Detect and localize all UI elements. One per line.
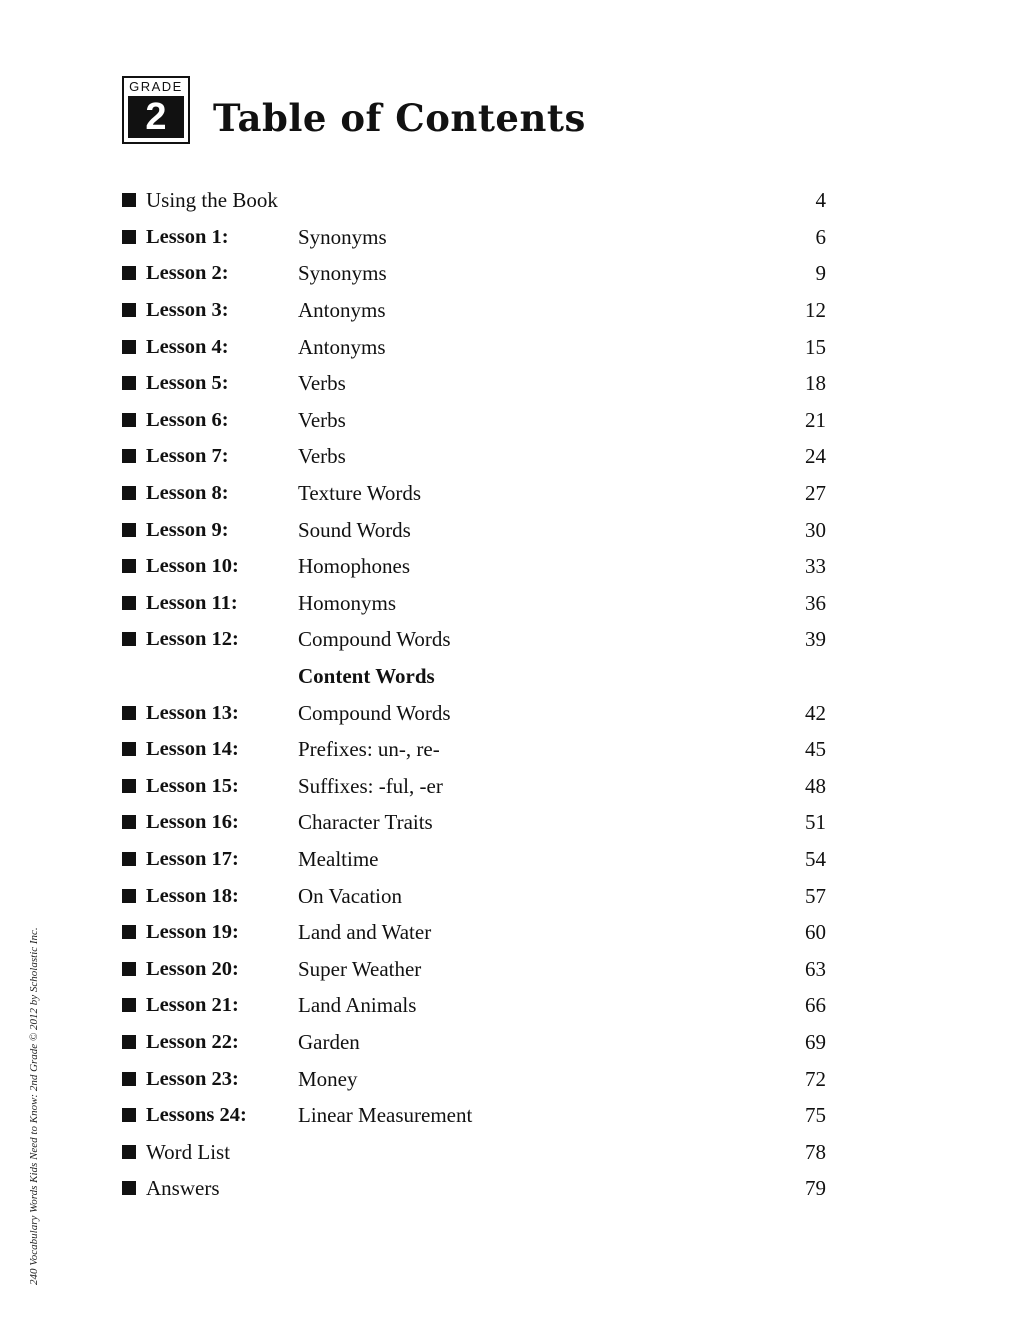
- bullet-square-icon: [122, 230, 136, 244]
- toc-entry-lesson-14[interactable]: [122, 731, 826, 768]
- lesson-label: Lesson 16:: [146, 811, 239, 834]
- dot-leader: [482, 1102, 798, 1128]
- lesson-label: Lesson 5:: [146, 372, 229, 395]
- lesson-label: Lesson 20:: [146, 957, 239, 980]
- lesson-label: Lesson 21:: [146, 994, 239, 1017]
- lesson-label: Lesson 3:: [146, 299, 229, 322]
- dot-leader: [461, 700, 798, 726]
- lesson-title: Texture Words: [298, 481, 422, 506]
- toc-entry-lesson-8[interactable]: [122, 475, 826, 512]
- lesson-title: Linear Measurement: [298, 1103, 473, 1128]
- toc-entry-lesson-24[interactable]: [122, 1097, 826, 1134]
- page-number: 18: [805, 371, 826, 396]
- toc-entry-lesson-2[interactable]: [122, 255, 826, 292]
- dot-leader: [441, 919, 798, 945]
- bullet-square-icon: [122, 266, 136, 280]
- lesson-title: Money: [298, 1066, 358, 1091]
- lesson-title: Super Weather: [298, 956, 422, 981]
- page-number: 78: [805, 1139, 826, 1164]
- bullet-square-icon: [122, 1181, 136, 1195]
- lesson-title: Suffixes: -ful, -er: [298, 773, 443, 798]
- dot-leader: [302, 1139, 798, 1165]
- toc-entry-lesson-10[interactable]: [122, 548, 826, 585]
- lesson-label: Lesson 14:: [146, 738, 239, 761]
- toc-entry-lesson-5[interactable]: [122, 365, 826, 402]
- bullet-square-icon: [122, 815, 136, 829]
- dot-leader: [453, 773, 798, 799]
- lesson-title: Prefixes: un-, re-: [298, 737, 440, 762]
- toc-entry-lesson-15[interactable]: [122, 768, 826, 805]
- page-number: 30: [805, 517, 826, 542]
- lesson-title: Character Traits: [298, 810, 433, 835]
- grade-word: GRADE: [129, 79, 183, 94]
- bullet-square-icon: [122, 449, 136, 463]
- lesson-title: Verbs: [298, 371, 346, 396]
- bullet-square-icon: [122, 413, 136, 427]
- lesson-label: Lesson 23:: [146, 1067, 239, 1090]
- page-title: Table of Contents: [213, 96, 586, 140]
- page-number: 72: [805, 1066, 826, 1091]
- page-number: 12: [805, 298, 826, 323]
- bullet-square-icon: [122, 632, 136, 646]
- lesson-label: Lesson 8:: [146, 482, 229, 505]
- toc-entry-lesson-22[interactable]: [122, 1024, 826, 1061]
- bullet-square-icon: [122, 559, 136, 573]
- page-number: 24: [805, 444, 826, 469]
- page-number: 63: [805, 956, 826, 981]
- bullet-square-icon: [122, 376, 136, 390]
- lesson-label: Lesson 2:: [146, 262, 229, 285]
- entry-label: Using the Book: [146, 188, 278, 213]
- toc-entry-word-list[interactable]: [122, 1133, 826, 1170]
- toc-entry-lesson-16[interactable]: [122, 804, 826, 841]
- page-number: 27: [805, 481, 826, 506]
- lesson-title: Compound Words: [298, 700, 451, 725]
- dot-leader: [420, 553, 798, 579]
- dot-leader: [397, 224, 798, 250]
- lesson-title: Garden: [298, 1029, 360, 1054]
- lesson-label: Lesson 15:: [146, 774, 239, 797]
- dot-leader: [426, 992, 798, 1018]
- lesson-title: Land Animals: [298, 993, 417, 1018]
- lesson-label: Lessons 24:: [146, 1104, 247, 1127]
- toc-list: [122, 182, 826, 1207]
- page-number: 4: [815, 188, 826, 213]
- lesson-title: Antonyms: [298, 298, 386, 323]
- section-heading-content-words: Content Words: [298, 663, 435, 688]
- lesson-title: Antonyms: [298, 334, 386, 359]
- bullet-square-icon: [122, 193, 136, 207]
- bullet-square-icon: [122, 340, 136, 354]
- bullet-square-icon: [122, 925, 136, 939]
- dot-leader: [356, 407, 798, 433]
- lesson-label: Lesson 22:: [146, 1030, 239, 1053]
- lesson-title: Synonyms: [298, 261, 387, 286]
- dot-leader: [421, 517, 798, 543]
- bullet-square-icon: [122, 596, 136, 610]
- toc-entry-answers[interactable]: [122, 1170, 826, 1207]
- page-number: 51: [805, 810, 826, 835]
- toc-entry-lesson-21[interactable]: [122, 987, 826, 1024]
- dot-leader: [431, 956, 798, 982]
- copyright-side-note: 240 Vocabulary Words Kids Need to Know: 2nd Grade © 2012 by Scholastic Inc.: [28, 927, 40, 1285]
- lesson-label: Lesson 12:: [146, 628, 239, 651]
- bullet-square-icon: [122, 962, 136, 976]
- lesson-label: Lesson 6:: [146, 408, 229, 431]
- page-number: 21: [805, 407, 826, 432]
- lesson-label: Lesson 18:: [146, 884, 239, 907]
- bullet-square-icon: [122, 1108, 136, 1122]
- lesson-title: Synonyms: [298, 224, 387, 249]
- dot-leader: [370, 1029, 798, 1055]
- page-number: 6: [815, 224, 826, 249]
- dot-leader: [302, 1175, 798, 1201]
- page-number: 36: [805, 590, 826, 615]
- toc-entry-lesson-18[interactable]: [122, 877, 826, 914]
- dot-leader: [406, 590, 798, 616]
- page-number: 69: [805, 1029, 826, 1054]
- lesson-label: Lesson 1:: [146, 225, 229, 248]
- toc-entry-lesson-19[interactable]: [122, 914, 826, 951]
- dot-leader: [431, 480, 798, 506]
- bullet-square-icon: [122, 523, 136, 537]
- page-number: 33: [805, 554, 826, 579]
- lesson-title: Sound Words: [298, 517, 411, 542]
- lesson-label: Lesson 9:: [146, 518, 229, 541]
- lesson-label: Lesson 10:: [146, 555, 239, 578]
- toc-entry-lesson-13[interactable]: [122, 694, 826, 731]
- bullet-square-icon: [122, 486, 136, 500]
- lesson-title: Compound Words: [298, 627, 451, 652]
- page-number: 45: [805, 737, 826, 762]
- lesson-title: Homonyms: [298, 590, 397, 615]
- dot-leader: [412, 883, 798, 909]
- toc-entry-lesson-23[interactable]: [122, 1060, 826, 1097]
- dot-leader: [461, 626, 798, 652]
- lesson-label: Lesson 7:: [146, 445, 229, 468]
- dot-leader: [356, 370, 798, 396]
- dot-leader: [368, 1066, 799, 1092]
- bullet-square-icon: [122, 779, 136, 793]
- toc-entry-lesson-11[interactable]: [122, 585, 826, 622]
- lesson-title: Verbs: [298, 444, 346, 469]
- page-number: 57: [805, 883, 826, 908]
- lesson-label: Lesson 13:: [146, 701, 239, 724]
- dot-leader: [397, 260, 798, 286]
- page-number: 39: [805, 627, 826, 652]
- toc-entry-lesson-4[interactable]: [122, 328, 826, 365]
- lesson-title: Land and Water: [298, 920, 432, 945]
- page-number: 79: [805, 1176, 826, 1201]
- toc-entry-lesson-6[interactable]: [122, 402, 826, 439]
- bullet-square-icon: [122, 1145, 136, 1159]
- lesson-title: Verbs: [298, 407, 346, 432]
- entry-label: Answers: [146, 1176, 220, 1201]
- dot-leader: [356, 443, 798, 469]
- dot-leader: [388, 846, 798, 872]
- lesson-label: Lesson 19:: [146, 921, 239, 944]
- bullet-square-icon: [122, 998, 136, 1012]
- bullet-square-icon: [122, 1072, 136, 1086]
- toc-entry-lesson-12[interactable]: [122, 621, 826, 658]
- dot-leader: [396, 297, 798, 323]
- dot-leader: [450, 736, 798, 762]
- lesson-label: Lesson 11:: [146, 591, 238, 614]
- entry-label: Word List: [146, 1139, 231, 1164]
- bullet-square-icon: [122, 852, 136, 866]
- lesson-title: Homophones: [298, 554, 410, 579]
- toc-entry-lesson-9[interactable]: [122, 511, 826, 548]
- toc-entry-lesson-17[interactable]: [122, 841, 826, 878]
- grade-badge: [122, 76, 190, 144]
- bullet-square-icon: [122, 303, 136, 317]
- toc-entry-using-the-book[interactable]: [122, 182, 826, 219]
- page-number: 54: [805, 846, 826, 871]
- dot-leader: [396, 334, 798, 360]
- bullet-square-icon: [122, 889, 136, 903]
- page-number: 60: [805, 920, 826, 945]
- dot-leader: [302, 187, 798, 213]
- bullet-square-icon: [122, 742, 136, 756]
- page-number: 42: [805, 700, 826, 725]
- page-number: 75: [805, 1103, 826, 1128]
- page-number: 66: [805, 993, 826, 1018]
- lesson-label: Lesson 17:: [146, 847, 239, 870]
- page-number: 48: [805, 773, 826, 798]
- bullet-square-icon: [122, 706, 136, 720]
- lesson-title: On Vacation: [298, 883, 403, 908]
- page-number: 9: [815, 261, 826, 286]
- toc-entry-lesson-3[interactable]: [122, 292, 826, 329]
- toc-entry-lesson-1[interactable]: [122, 219, 826, 256]
- grade-number: 2: [128, 96, 184, 138]
- lesson-title: Mealtime: [298, 846, 379, 871]
- toc-entry-lesson-20[interactable]: [122, 950, 826, 987]
- lesson-label: Lesson 4:: [146, 335, 229, 358]
- bullet-square-icon: [122, 1035, 136, 1049]
- dot-leader: [443, 809, 798, 835]
- page-number: 15: [805, 334, 826, 359]
- toc-entry-lesson-7[interactable]: [122, 438, 826, 475]
